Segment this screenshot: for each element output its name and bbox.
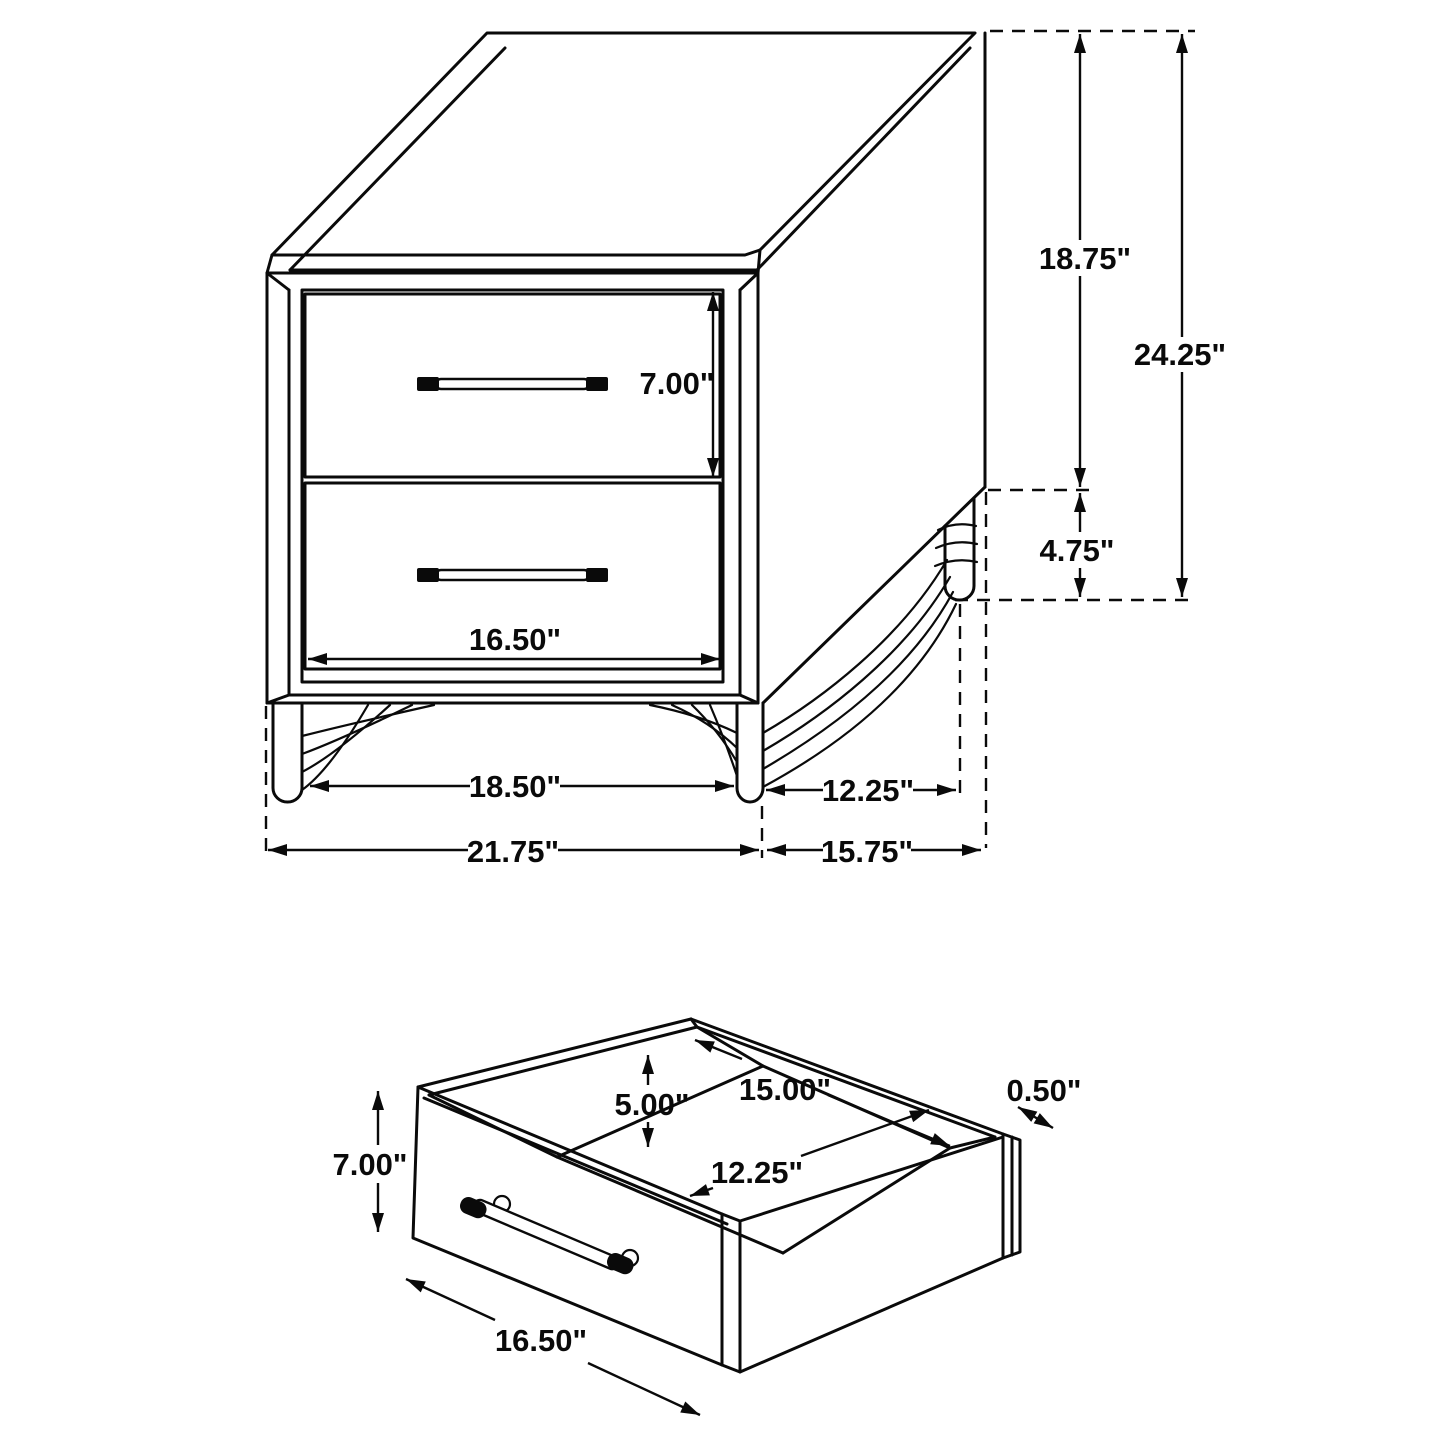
- dim-front-leg-spacing-label: 18.50": [468, 769, 562, 804]
- dim-front-height-label: 7.00": [332, 1147, 408, 1182]
- handle-bar: [472, 1198, 621, 1271]
- drawer-box-walls: [418, 1019, 1020, 1372]
- handle-end-right: [586, 377, 608, 391]
- dim-leg-height: [1039, 493, 1114, 597]
- dim-panel-thickness: [1006, 1073, 1081, 1128]
- dim-box-inner-height: [614, 1055, 689, 1147]
- right-wall-bottom-edge: [740, 1258, 1003, 1372]
- dim-drawer-front-height: [639, 292, 714, 477]
- top-face-outline: [272, 33, 975, 255]
- drawer-box-handle: [458, 1195, 638, 1277]
- back-leg-hoop-2: [936, 542, 977, 548]
- handle-end-left: [417, 377, 439, 391]
- dim-box-inner-depth-label: 12.25": [710, 1155, 804, 1190]
- drawer-box-drawing: [332, 1019, 1081, 1415]
- nightstand-drawers: [305, 294, 720, 669]
- dim-box-inner-width-label: 15.00": [738, 1072, 832, 1107]
- dim-overall-depth-label: 15.75": [820, 834, 914, 869]
- brace-side-3: [763, 592, 953, 769]
- dim-drawer-width-label: 16.50": [468, 622, 562, 657]
- handle-end-right: [586, 568, 608, 582]
- brace-left-4: [302, 705, 434, 736]
- top-corner-bevel-left: [267, 255, 272, 273]
- dim-box-inner-height-label: 5.00": [614, 1087, 690, 1122]
- handle-end-left: [417, 568, 439, 582]
- dim-front-height: [332, 1091, 407, 1232]
- dim-side-leg-spacing: [766, 773, 956, 808]
- dim-upper-body-height-label: 18.75": [1038, 241, 1132, 276]
- front-left-leg: [273, 703, 302, 802]
- dim-overall-height-label: 24.25": [1133, 337, 1227, 372]
- drawer-2-handle: [417, 568, 608, 582]
- dim-upper-body-height: [1039, 34, 1131, 487]
- left-wall-top-outer: [418, 1019, 691, 1087]
- front-right-leg: [737, 703, 763, 802]
- dim-drawer-width: [308, 622, 720, 659]
- dim-overall-height: [1134, 34, 1226, 597]
- dim-panel-thickness-label: 0.50": [1006, 1073, 1082, 1108]
- nightstand-dimensions: [268, 34, 1226, 869]
- brace-left-1: [302, 705, 368, 790]
- brace-right-4: [710, 705, 737, 776]
- handle-bar: [436, 379, 589, 389]
- nightstand-top-face: [267, 33, 975, 273]
- dim-front-leg-spacing: [310, 769, 734, 804]
- handle-bar: [436, 570, 589, 580]
- drawer-1-handle: [417, 377, 608, 391]
- nightstand-drawing: [266, 31, 1226, 869]
- back-corner-thickness-strip: [1003, 1134, 1020, 1258]
- top-corner-bevel-right: [758, 250, 760, 273]
- dim-front-width: [406, 1279, 700, 1415]
- interior-front-left-corner: [429, 1095, 557, 1157]
- dim-front-width-label: 16.50": [494, 1323, 588, 1358]
- brace-right-1: [650, 705, 737, 733]
- dim-overall-depth: [767, 834, 981, 869]
- top-face-bevel-right: [757, 48, 970, 270]
- dim-leg-height-label: 4.75": [1039, 533, 1115, 568]
- left-wall-top-inner: [429, 1027, 697, 1095]
- dim-overall-width-label: 21.75": [466, 834, 560, 869]
- brace-left-3: [302, 705, 412, 754]
- dim-overall-width: [268, 834, 759, 869]
- back-leg-hoop-3: [935, 560, 977, 566]
- nightstand-legs: [273, 498, 974, 802]
- dim-drawer-front-height-label: 7.00": [639, 366, 715, 401]
- top-face-bevel-left: [290, 48, 505, 270]
- leg-wire-braces: [302, 524, 977, 790]
- dim-side-leg-spacing-label: 12.25": [821, 773, 915, 808]
- dim-box-inner-width: [695, 1040, 950, 1146]
- handle-end-left: [458, 1195, 489, 1221]
- nightstand-extension-lines: [266, 31, 1195, 858]
